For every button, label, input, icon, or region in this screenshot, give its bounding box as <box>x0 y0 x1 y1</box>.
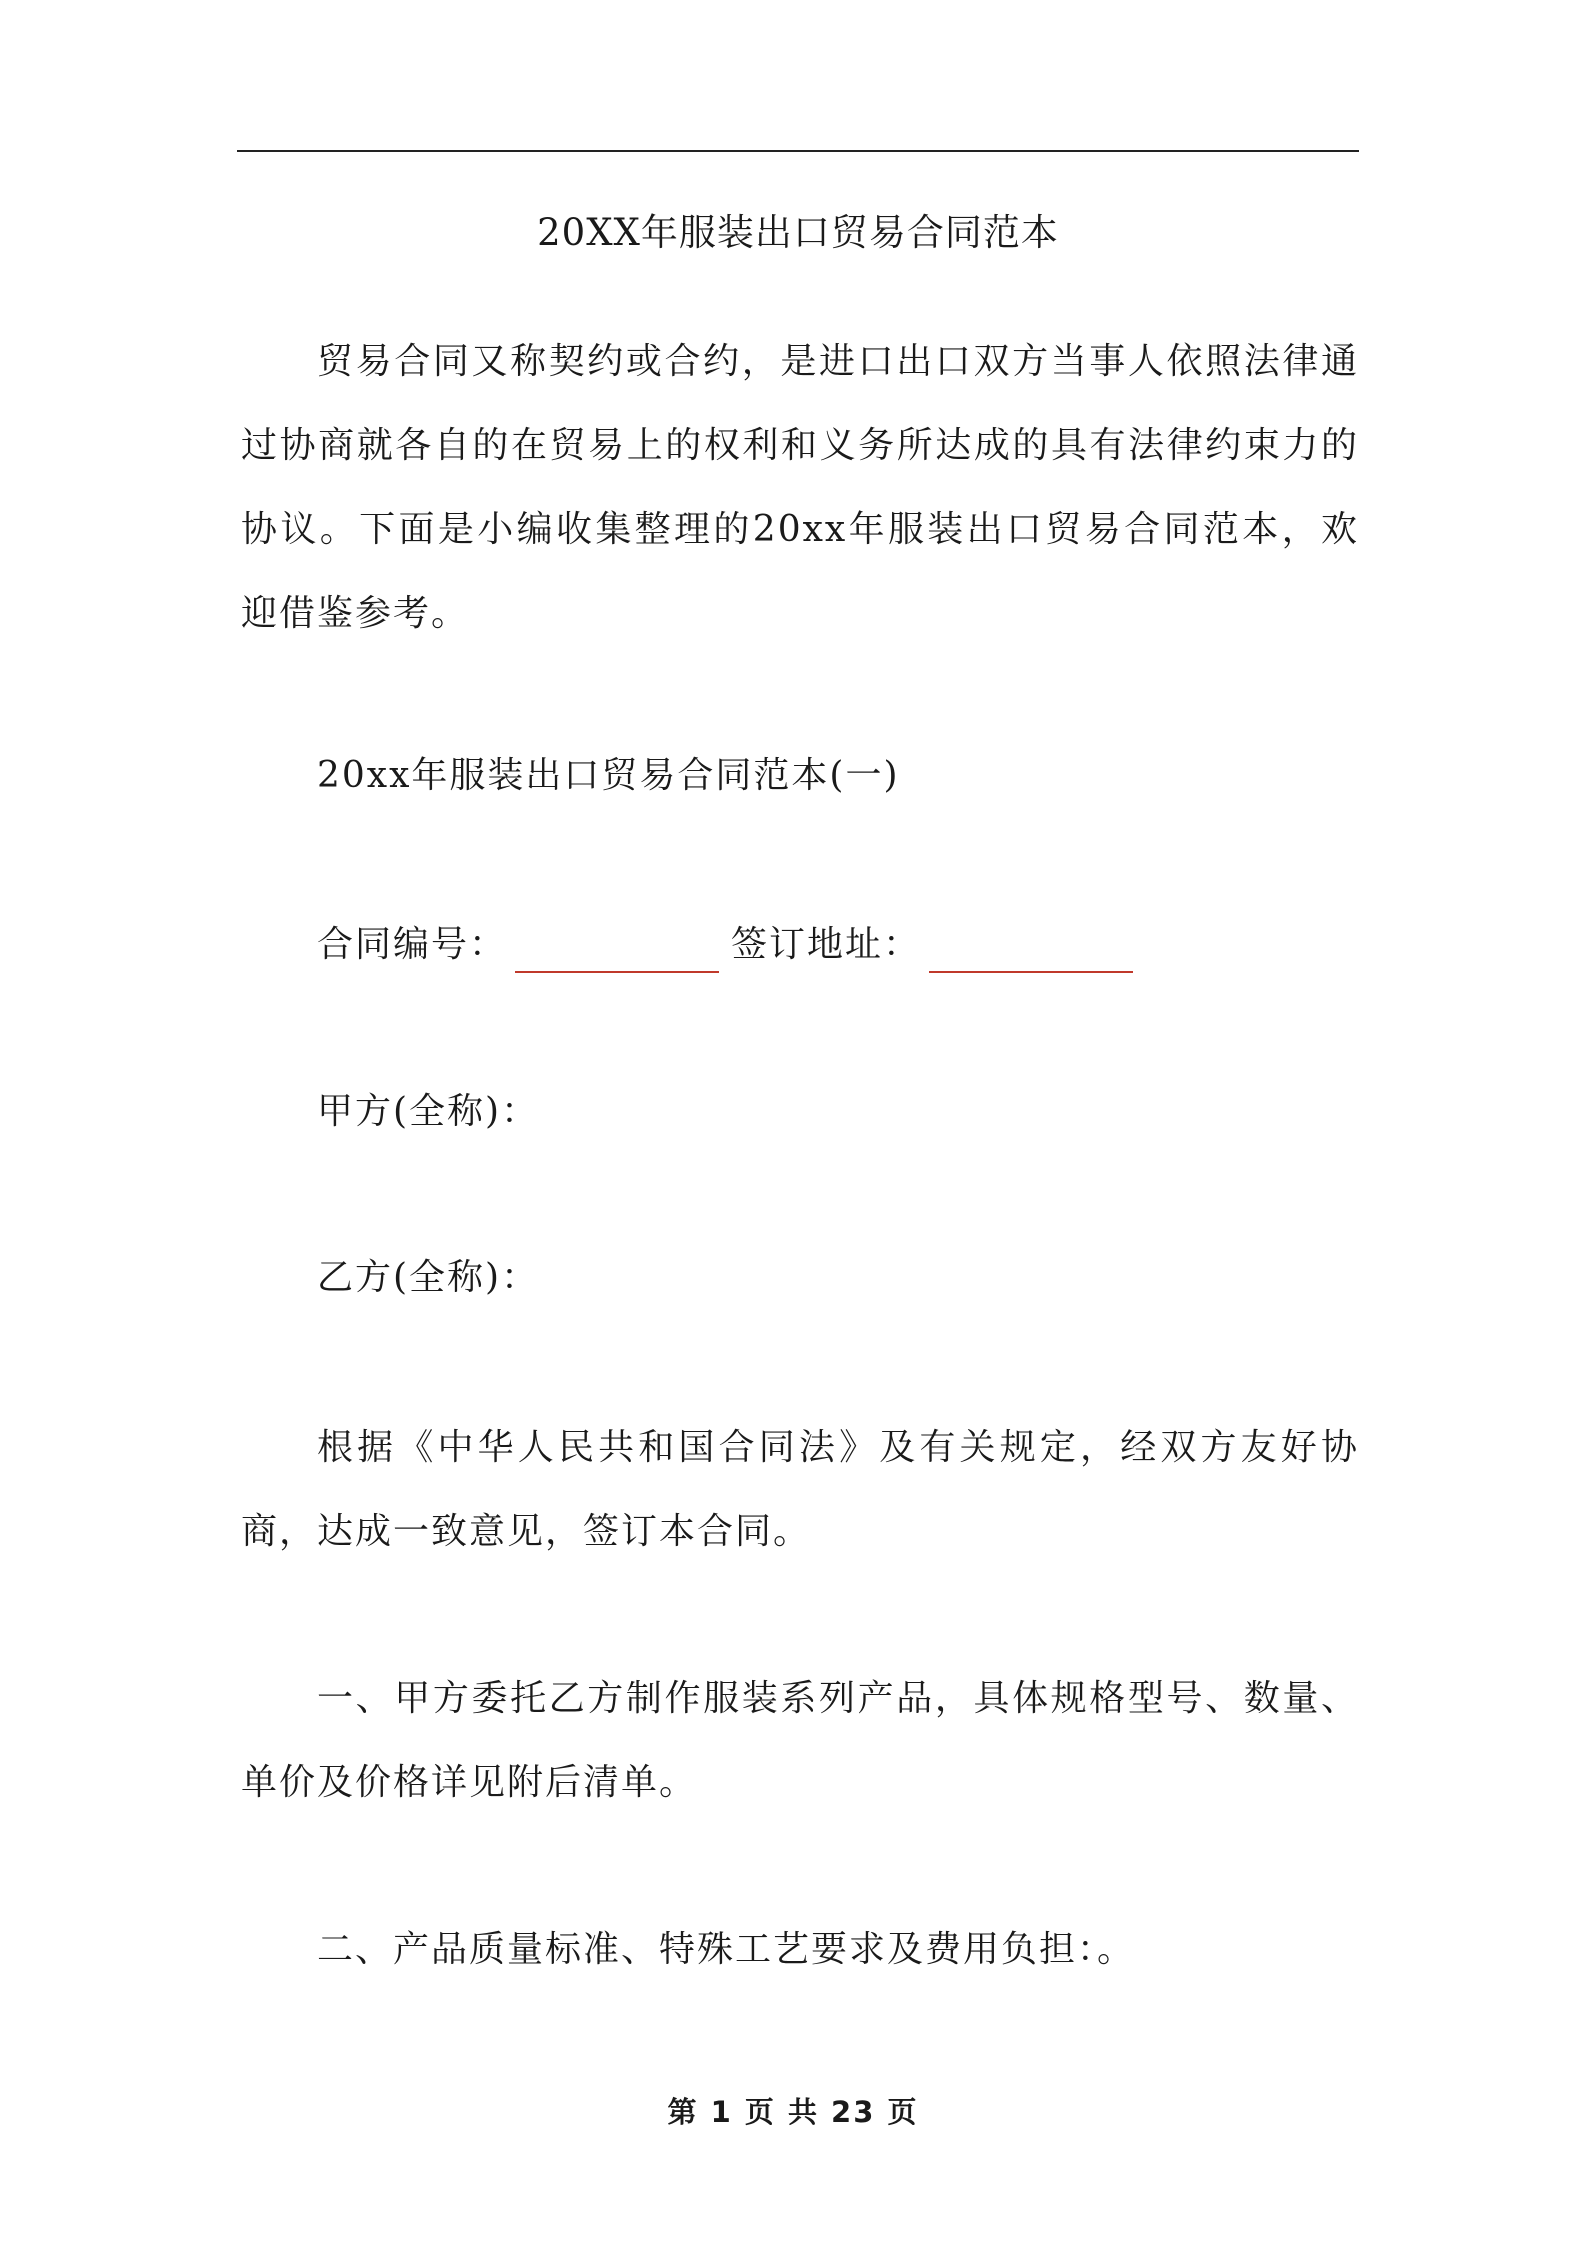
section-title: 20xx年服装出口贸易合同范本(一) <box>317 755 900 796</box>
sign-address-field[interactable] <box>929 931 1133 973</box>
document-title: 20XX年服装出口贸易合同范本 <box>537 211 1059 254</box>
clause-2: 二、产品质量标准、特殊工艺要求及费用负担：。 <box>317 1929 1136 1970</box>
basis-paragraph: 根据《中华人民共和国合同法》及有关规定，经双方友好协商，达成一致意见，签订本合同。 <box>241 1427 1359 1552</box>
header-rule <box>237 150 1359 152</box>
intro-paragraph: 贸易合同又称契约或合约，是进口出口双方当事人依照法律通过协商就各自的在贸易上的权利和义务所达成的具有法律约束力的协议。下面是小编收集整理的20xx年服装出口贸易合同范本，欢迎借鉴参考。 <box>241 341 1359 634</box>
clause-1: 一、甲方委托乙方制作服装系列产品，具体规格型号、数量、单价及价格详见附后清单。 <box>241 1678 1359 1803</box>
contract-number-field[interactable] <box>515 931 719 973</box>
sign-address-label: 签订地址： <box>731 924 922 965</box>
contract-number-label: 合同编号： <box>317 924 508 965</box>
party-b-label: 乙方(全称)： <box>317 1257 540 1298</box>
contract-meta-line <box>317 917 1145 973</box>
page-indicator: 第 1 页 共 23 页 <box>667 2095 919 2129</box>
party-a-label: 甲方(全称)： <box>317 1091 540 1132</box>
